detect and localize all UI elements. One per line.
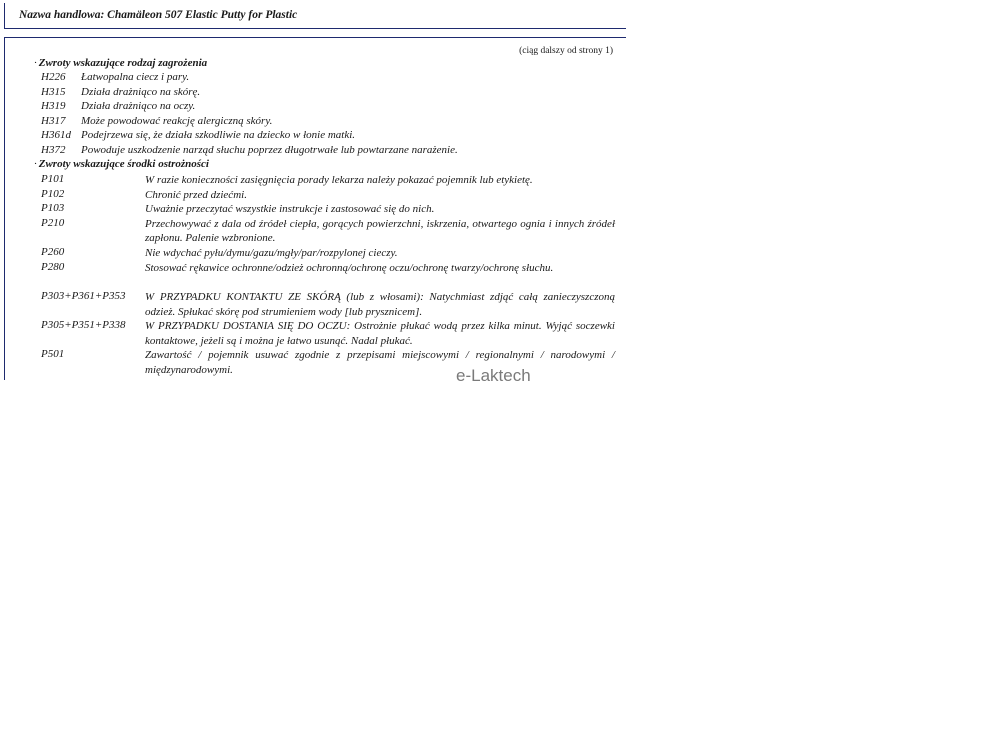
precaution-text: Przechowywać z dala od źródeł ciepła, gorących powierzchni, iskrzenia, otwartego ognia i innych źródeł zapłonu. Palenie wzbronione. — [145, 217, 615, 244]
hazard-code: H226 — [41, 71, 66, 83]
hazard-code: H372 — [41, 143, 66, 156]
precaution-section-title — [34, 158, 209, 170]
hazard-code: H317 — [41, 114, 66, 127]
hazard-text: Może powodować reakcję alergiczną skóry. — [81, 114, 273, 127]
precaution-text: Nie wdychać pyłu/dymu/gazu/mgły/par/rozpylonej cieczy. — [145, 247, 398, 259]
precaution-code: P280 — [41, 260, 65, 273]
precaution-text: Uważnie przeczytać wszystkie instrukcje i zastosować się do nich. — [145, 203, 435, 215]
precaution-section-title-text: Zwroty wskazujące środki ostrożności — [38, 158, 209, 170]
hazard-text: Powoduje uszkodzenie narząd słuchu poprzez długotrwałe lub powtarzane narażenie. — [81, 143, 458, 156]
precaution-code: P303+P361+P353 — [41, 290, 126, 302]
continued-note: (ciąg dalszy od strony 1) — [519, 46, 613, 56]
precaution-text: W razie konieczności zasięgnięcia porady lekarza należy pokazać pojemnik lub etykietę. — [145, 174, 533, 186]
document-header — [4, 3, 626, 29]
precaution-text: W PRZYPADKU DOSTANIA SIĘ DO OCZU: Ostrożnie płukać wodą przez kilka minut. Wyjąć soczewki kontaktowe, jeżeli są i można je łatwo usunąć. Nadal płukać. — [145, 320, 615, 347]
precaution-code: P102 — [41, 187, 65, 200]
hazard-text: Podejrzewa się, że działa szkodliwie na dziecko w łonie matki. — [81, 129, 356, 141]
trade-name: Nazwa handlowa: Chamäleon 507 Elastic Putty for Plastic — [19, 9, 298, 21]
precaution-code: P210 — [41, 216, 65, 229]
hazard-code: H319 — [41, 100, 66, 112]
section-bullet: · — [34, 57, 37, 69]
precaution-code: P501 — [41, 348, 65, 360]
hazard-section-title — [34, 57, 207, 69]
hazard-text: Łatwopalna ciecz i pary. — [81, 71, 190, 83]
hazard-section-title-text: Zwroty wskazujące rodzaj zagrożenia — [38, 57, 208, 69]
precaution-code: P101 — [41, 173, 65, 185]
hazard-code: H315 — [41, 85, 66, 98]
precaution-text: Zawartość / pojemnik usuwać zgodnie z przepisami miejscowymi / regionalnymi / narodowymi / międzynarodowymi. — [145, 349, 615, 376]
watermark: e-Laktech — [456, 366, 531, 385]
precaution-code: P260 — [41, 246, 65, 258]
hazard-text: Działa drażniąco na skórę. — [81, 85, 201, 98]
hazard-code: H361d — [41, 129, 71, 141]
section-bullet: · — [34, 158, 37, 170]
document-content — [4, 37, 626, 380]
precaution-text: Stosować rękawice ochronne/odzież ochronną/ochronę oczu/ochronę twarzy/ochronę słuchu. — [145, 261, 554, 274]
hazard-text: Działa drażniąco na oczy. — [81, 100, 196, 112]
precaution-text: Chronić przed dziećmi. — [145, 188, 247, 201]
precaution-code: P305+P351+P338 — [41, 319, 126, 331]
precaution-code: P103 — [41, 202, 65, 214]
precaution-text: W PRZYPADKU KONTAKTU ZE SKÓRĄ (lub z włosami): Natychmiast zdjąć całą zanieczyszczoną odzież. Spłukać skórę pod strumieniem wody [lub prysznicem]. — [145, 291, 615, 318]
